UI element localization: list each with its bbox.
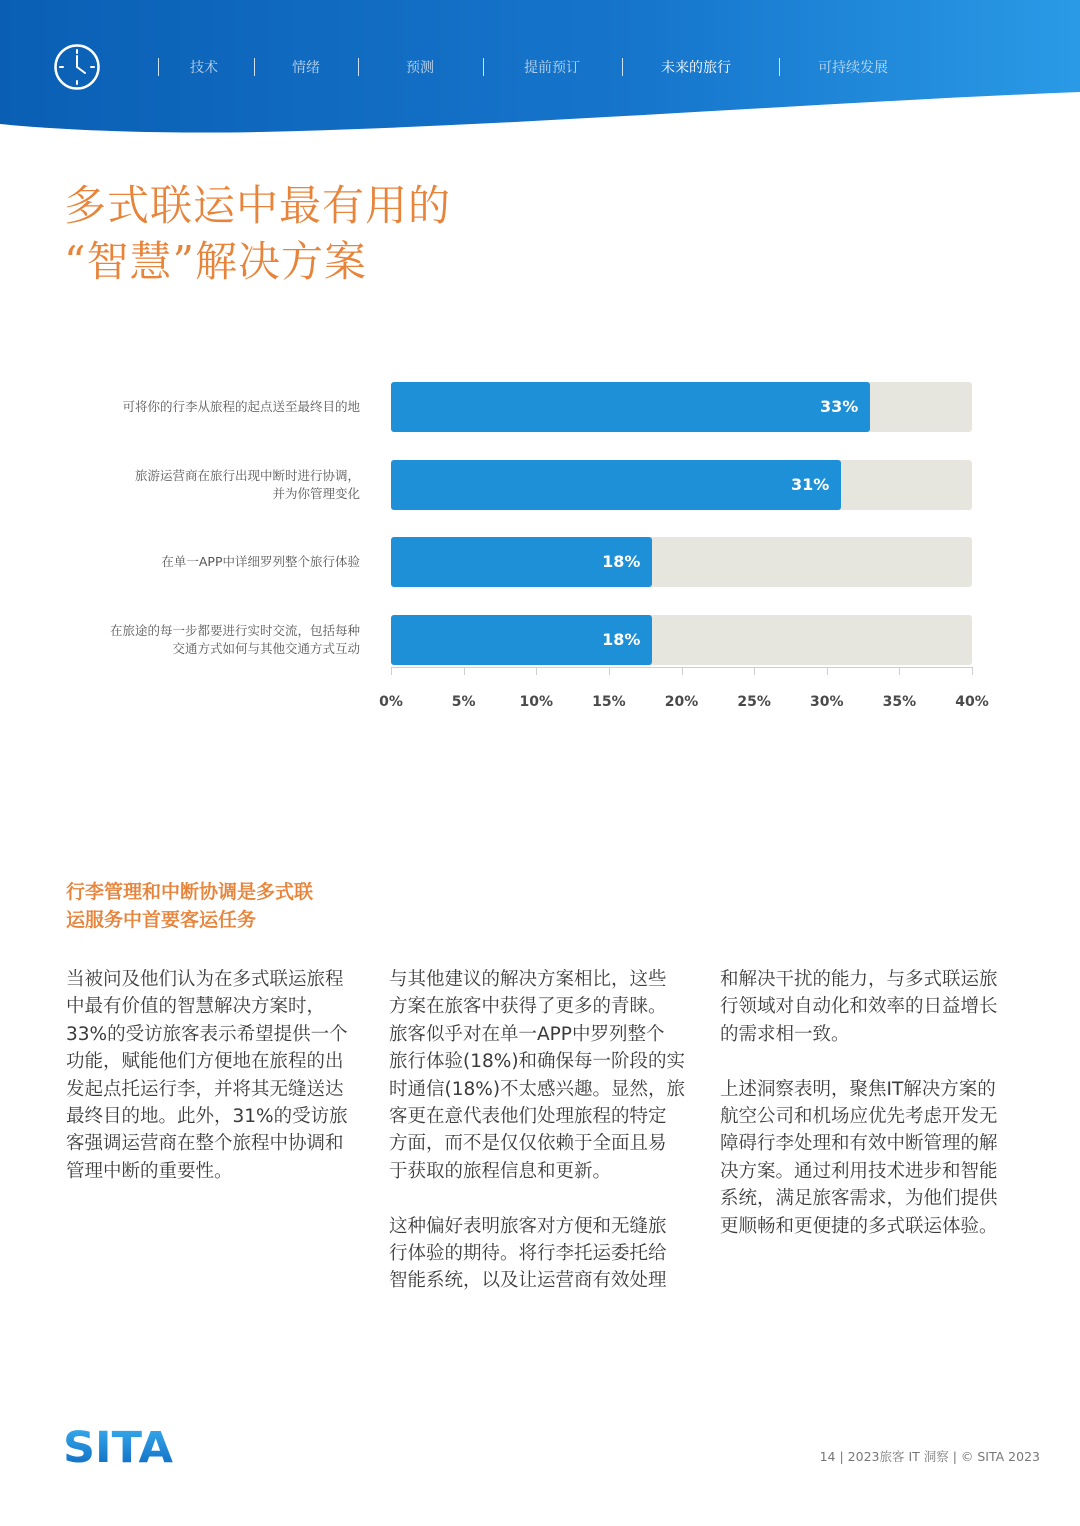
body-line: 行体验的期待。将行李托运委托给 xyxy=(389,1243,667,1265)
category-label-line: 交通方式如何与其他交通方式互动 xyxy=(172,640,360,656)
page-footer-info: 14 | 2023旅客 IT 洞察 | © SITA 2023 xyxy=(819,1449,1040,1464)
body-line: 当被问及他们认为在多式联运旅程 xyxy=(66,969,344,990)
x-axis-tick xyxy=(754,667,755,675)
category-label-line: 旅游运营商在旅行出现中断时进行协调， xyxy=(134,467,360,483)
category-label xyxy=(40,398,360,416)
page-title xyxy=(64,178,451,290)
nav-tab-6[interactable]: 可持续发展 xyxy=(818,60,888,76)
x-axis-tick-label: 20% xyxy=(664,693,699,710)
body-paragraph xyxy=(389,1213,695,1295)
x-axis-tick-label: 0% xyxy=(379,693,403,710)
body-line: 障碍行李处理和有效中断管理的解 xyxy=(720,1133,998,1155)
x-axis-tick xyxy=(391,667,392,675)
body-line: 决方案。通过利用技术进步和智能 xyxy=(720,1160,998,1182)
title-line-2: “智慧”解决方案 xyxy=(64,237,367,286)
x-axis-tick-label: 25% xyxy=(737,693,771,710)
body-line: 发起点托运行李，并将其无缝送达 xyxy=(66,1078,344,1100)
body-line: 时通信(18%)不太感兴趣。显然，旅 xyxy=(389,1078,686,1100)
body-line: 方面，而不是仅仅依赖于全面且易 xyxy=(389,1133,667,1155)
category-label xyxy=(40,553,360,571)
x-axis-tick xyxy=(682,667,683,675)
nav-tab-1[interactable]: 技术 xyxy=(190,60,218,76)
top-nav xyxy=(0,56,1080,80)
nav-separator xyxy=(483,58,484,76)
body-line: 功能，赋能他们方便地在旅程的出 xyxy=(66,1051,344,1073)
category-label-line: 在旅途的每一步都要进行实时交流，包括每种 xyxy=(109,622,360,638)
sita-logo xyxy=(63,1424,175,1468)
bar-value-label: 33% xyxy=(820,397,859,416)
x-axis-tick xyxy=(899,667,900,675)
nav-tab-3[interactable]: 预测 xyxy=(406,60,434,76)
nav-separator xyxy=(622,58,623,76)
body-line: 这种偏好表明旅客对方便和无缝旅 xyxy=(389,1215,667,1237)
body-line: 33%的受访旅客表示希望提供一个 xyxy=(66,1023,348,1045)
body-column-3 xyxy=(720,966,1026,1267)
body-line: 客强调运营商在整个旅程中协调和 xyxy=(66,1133,344,1155)
nav-separator xyxy=(779,58,780,76)
body-line: 与其他建议的解决方案相比，这些 xyxy=(389,969,667,990)
body-line: 行领域对自动化和效率的日益增长 xyxy=(720,996,998,1018)
nav-tab-4[interactable]: 提前预订 xyxy=(524,60,580,76)
nav-tab-2[interactable]: 情绪 xyxy=(292,60,320,76)
body-line: 上述洞察表明，聚焦IT解决方案的 xyxy=(720,1078,996,1100)
body-line: 客更在意代表他们处理旅程的特定 xyxy=(389,1106,667,1128)
nav-separator xyxy=(358,58,359,76)
x-axis-tick xyxy=(609,667,610,675)
body-line: 管理中断的重要性。 xyxy=(66,1160,233,1182)
bar-value-label: 18% xyxy=(602,552,641,571)
body-line: 的需求相一致。 xyxy=(720,1023,850,1045)
body-line: 旅客似乎对在单一APP中罗列整个 xyxy=(389,1023,665,1045)
x-axis-tick-label: 40% xyxy=(955,693,989,710)
body-paragraph xyxy=(720,1076,1026,1240)
body-line: 中最有价值的智慧解决方案时， xyxy=(66,996,326,1018)
title-line-1: 多式联运中最有用的 xyxy=(64,181,452,230)
category-label xyxy=(40,622,360,658)
x-axis-tick-label: 5% xyxy=(451,693,476,710)
nav-separator xyxy=(158,58,159,76)
body-line: 于获取的旅程信息和更新。 xyxy=(389,1160,612,1182)
section-subheading xyxy=(66,878,386,934)
body-paragraph xyxy=(389,966,695,1185)
category-label-line: 在单一APP中详细罗列整个旅行体验 xyxy=(161,554,360,569)
body-line: 航空公司和机场应优先考虑开发无 xyxy=(720,1106,998,1128)
body-column-1 xyxy=(66,966,372,1213)
x-axis-tick-label: 15% xyxy=(592,693,626,710)
nav-tab-5[interactable]: 未来的旅行 xyxy=(661,60,731,76)
x-axis-tick xyxy=(536,667,537,675)
body-line: 和解决干扰的能力，与多式联运旅 xyxy=(720,969,998,990)
x-axis-tick-label: 35% xyxy=(882,693,917,710)
body-line: 最终目的地。此外，31%的受访旅 xyxy=(66,1106,348,1128)
body-paragraph xyxy=(66,966,372,1185)
subheading-line: 行李管理和中断协调是多式联 xyxy=(66,881,314,903)
category-label xyxy=(40,467,360,503)
subheading-line: 运服务中首要客运任务 xyxy=(66,909,257,931)
bar-value-label: 31% xyxy=(790,474,830,494)
category-label-line: 可将你的行李从旅程的起点送至最终目的地 xyxy=(122,399,360,414)
logo-text: SITA xyxy=(63,1424,174,1468)
body-line: 更顺畅和更便捷的多式联运体验。 xyxy=(720,1215,998,1237)
x-axis-tick-label: 30% xyxy=(809,693,844,710)
category-label-line: 并为你管理变化 xyxy=(272,485,360,501)
x-axis-tick xyxy=(464,667,465,675)
header-band xyxy=(0,0,1080,140)
bar-value-label: 18% xyxy=(602,629,641,649)
body-line: 方案在旅客中获得了更多的青睐。 xyxy=(389,996,667,1018)
bar-chart xyxy=(0,360,1080,740)
body-line: 系统，满足旅客需求，为他们提供 xyxy=(720,1188,998,1210)
x-axis-tick-label: 10% xyxy=(519,693,553,710)
x-axis-tick xyxy=(972,667,973,675)
nav-separator xyxy=(254,58,255,76)
body-column-2 xyxy=(389,966,695,1322)
body-paragraph xyxy=(720,966,1026,1048)
body-line: 智能系统，以及让运营商有效处理 xyxy=(389,1270,667,1292)
body-line: 旅行体验(18%)和确保每一阶段的实 xyxy=(389,1051,686,1073)
x-axis-tick xyxy=(827,667,828,675)
